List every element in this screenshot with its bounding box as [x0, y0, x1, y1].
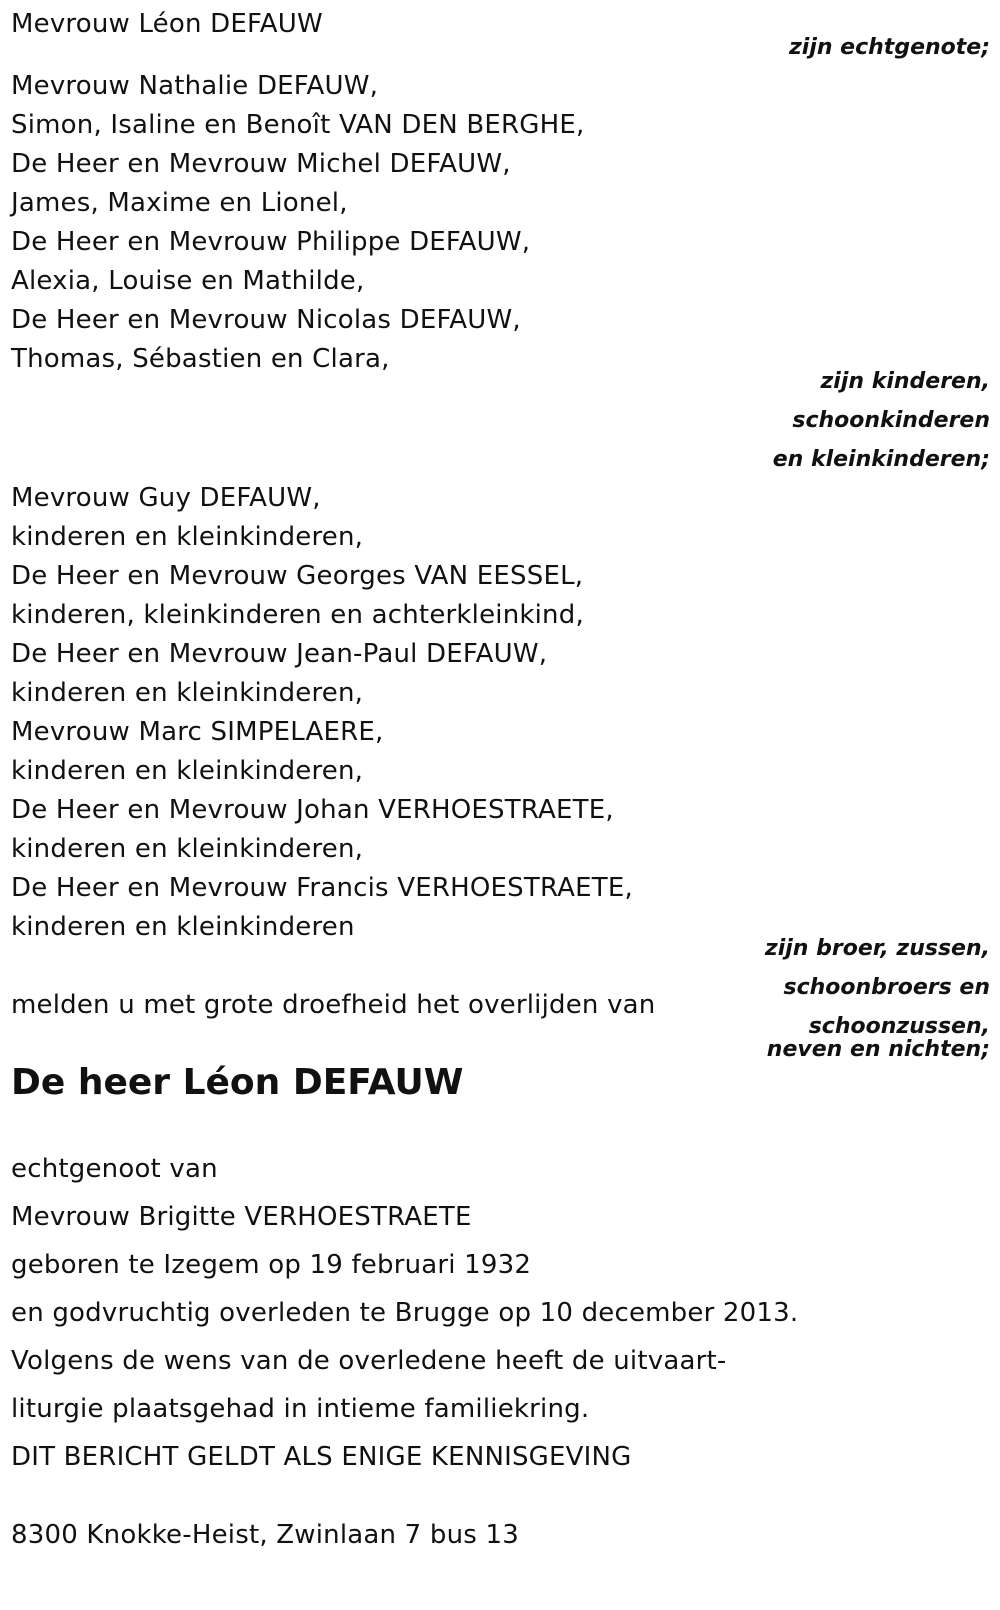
- children-role: zijn kinderen,: [820, 369, 990, 394]
- children-line: Thomas, Sébastien en Clara,: [11, 344, 390, 374]
- children-line: James, Maxime en Lionel,: [11, 188, 348, 218]
- siblings-role: schoonzussen,: [808, 1014, 990, 1039]
- siblings-role: zijn broer, zussen,: [764, 936, 990, 961]
- detail-line: en godvruchtig overleden te Brugge op 10 december 2013.: [11, 1298, 799, 1328]
- children-line: Mevrouw Nathalie DEFAUW,: [11, 71, 379, 101]
- siblings-line: De Heer en Mevrouw Jean-Paul DEFAUW,: [11, 639, 548, 669]
- siblings-line: kinderen en kleinkinderen,: [11, 756, 364, 786]
- wife-name: Mevrouw Léon DEFAUW: [11, 9, 323, 39]
- siblings-line: kinderen en kleinkinderen: [11, 912, 355, 942]
- children-line: De Heer en Mevrouw Michel DEFAUW,: [11, 149, 511, 179]
- deceased-name: De heer Léon DEFAUW: [11, 1062, 464, 1103]
- announcement-text: melden u met grote droefheid het overlijden van: [11, 990, 656, 1020]
- children-line: Simon, Isaline en Benoît VAN DEN BERGHE,: [11, 110, 585, 140]
- detail-line: liturgie plaatsgehad in intieme familiekring.: [11, 1394, 590, 1424]
- detail-line: geboren te Izegem op 19 februari 1932: [11, 1250, 532, 1280]
- detail-line: Volgens de wens van de overledene heeft de uitvaart-: [11, 1346, 727, 1376]
- children-line: De Heer en Mevrouw Nicolas DEFAUW,: [11, 305, 521, 335]
- siblings-line: De Heer en Mevrouw Johan VERHOESTRAETE,: [11, 795, 614, 825]
- wife-role: zijn echtgenote;: [788, 35, 990, 60]
- siblings-role: schoonbroers en: [783, 975, 990, 1000]
- detail-line: Mevrouw Brigitte VERHOESTRAETE: [11, 1202, 472, 1232]
- siblings-line: De Heer en Mevrouw Francis VERHOESTRAETE,: [11, 873, 633, 903]
- siblings-line: Mevrouw Guy DEFAUW,: [11, 483, 321, 513]
- children-role: en kleinkinderen;: [772, 447, 990, 472]
- detail-line: echtgenoot van: [11, 1154, 218, 1184]
- children-line: Alexia, Louise en Mathilde,: [11, 266, 365, 296]
- siblings-line: kinderen en kleinkinderen,: [11, 834, 364, 864]
- siblings-line: kinderen, kleinkinderen en achterkleinkind,: [11, 600, 584, 630]
- children-line: De Heer en Mevrouw Philippe DEFAUW,: [11, 227, 531, 257]
- detail-line: DIT BERICHT GELDT ALS ENIGE KENNISGEVING: [11, 1442, 632, 1472]
- siblings-line: kinderen en kleinkinderen,: [11, 522, 364, 552]
- siblings-line: De Heer en Mevrouw Georges VAN EESSEL,: [11, 561, 584, 591]
- address: 8300 Knokke-Heist, Zwinlaan 7 bus 13: [11, 1520, 519, 1550]
- siblings-line: kinderen en kleinkinderen,: [11, 678, 364, 708]
- siblings-role: neven en nichten;: [766, 1037, 990, 1062]
- siblings-line: Mevrouw Marc SIMPELAERE,: [11, 717, 384, 747]
- children-role: schoonkinderen: [792, 408, 990, 433]
